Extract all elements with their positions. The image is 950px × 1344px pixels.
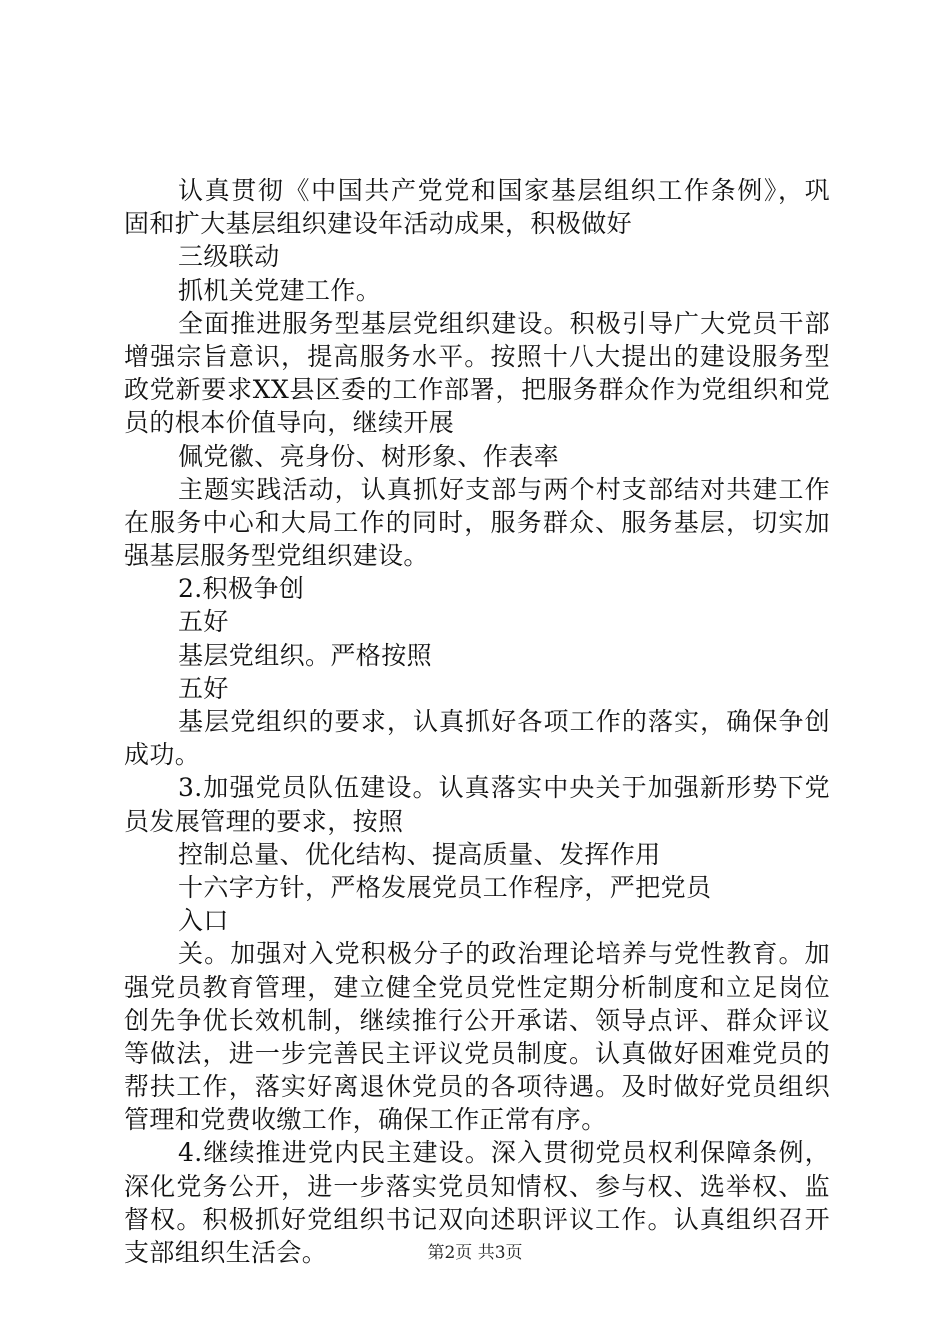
text-line: 入口 <box>178 906 229 936</box>
text-line: 固和扩大基层组织建设年活动成果，积极做好 <box>124 209 633 239</box>
page-footer: 第2页 共3页 <box>427 1243 523 1263</box>
text-line: 在服务中心和大局工作的同时，服务群众、服务基层，切实加 <box>124 507 830 537</box>
text-line: 员发展管理的要求，按照 <box>124 806 404 836</box>
text-line: 佩党徽、亮身份、树形象、作表率 <box>178 441 560 471</box>
text-line: 主题实践活动，认真抓好支部与两个村支部结对共建工作 <box>178 474 830 504</box>
text-line: 三级联动 <box>178 242 280 272</box>
text-line: 4.继续推进党内民主建设。深入贯彻党员权利保障条例， <box>178 1138 830 1168</box>
text-line: 帮扶工作，落实好离退休党员的各项待遇。及时做好党员组织 <box>124 1072 830 1102</box>
text-line: 2.积极争创 <box>178 574 305 604</box>
text-line: 控制总量、优化结构、提高质量、发挥作用 <box>178 839 661 869</box>
text-line: 督权。积极抓好党组织书记双向述职评议工作。认真组织召开 <box>124 1204 830 1234</box>
text-line: 基层党组织的要求，认真抓好各项工作的落实，确保争创 <box>178 707 830 736</box>
text-line: 全面推进服务型基层党组织建设。积极引导广大党员干部 <box>178 308 830 338</box>
text-line: 深化党务公开，进一步落实党员知情权、参与权、选举权、监 <box>124 1171 830 1201</box>
text-line: 强党员教育管理，建立健全党员党性定期分析制度和立足岗位 <box>124 972 830 1002</box>
text-line: 五好 <box>178 673 229 703</box>
text-line: 员的根本价值导向，继续开展 <box>124 408 455 438</box>
text-line: 等做法，进一步完善民主评议党员制度。认真做好困难党员的 <box>124 1038 830 1068</box>
text-line: 支部组织生活会。 <box>124 1238 328 1267</box>
text-line: 认真贯彻《中国共产党党和国家基层组织工作条例》，巩 <box>178 176 830 205</box>
text-line: 关。加强对入党积极分子的政治理论培养与党性教育。加 <box>178 939 830 969</box>
text-line: 十六字方针，严格发展党员工作程序，严把党员 <box>178 872 712 902</box>
text-line: 抓机关党建工作。 <box>178 275 382 305</box>
text-line: 基层党组织。严格按照 <box>178 640 433 670</box>
text-line: 3.加强党员队伍建设。认真落实中央关于加强新形势下党 <box>178 773 830 803</box>
text-line: 强基层服务型党组织建设。 <box>124 541 429 571</box>
text-line: 五好 <box>178 607 229 637</box>
text-line: 增强宗旨意识，提高服务水平。按照十八大提出的建设服务型 <box>124 341 830 371</box>
text-line: 政党新要求XX县区委的工作部署，把服务群众作为党组织和党 <box>124 375 830 405</box>
text-line: 管理和党费收缴工作，确保工作正常有序。 <box>124 1105 607 1135</box>
document-body <box>124 174 830 1269</box>
text-line: 创先争优长效机制，继续推行公开承诺、领导点评、群众评议 <box>124 1005 830 1035</box>
text-line: 成功。 <box>124 740 201 770</box>
